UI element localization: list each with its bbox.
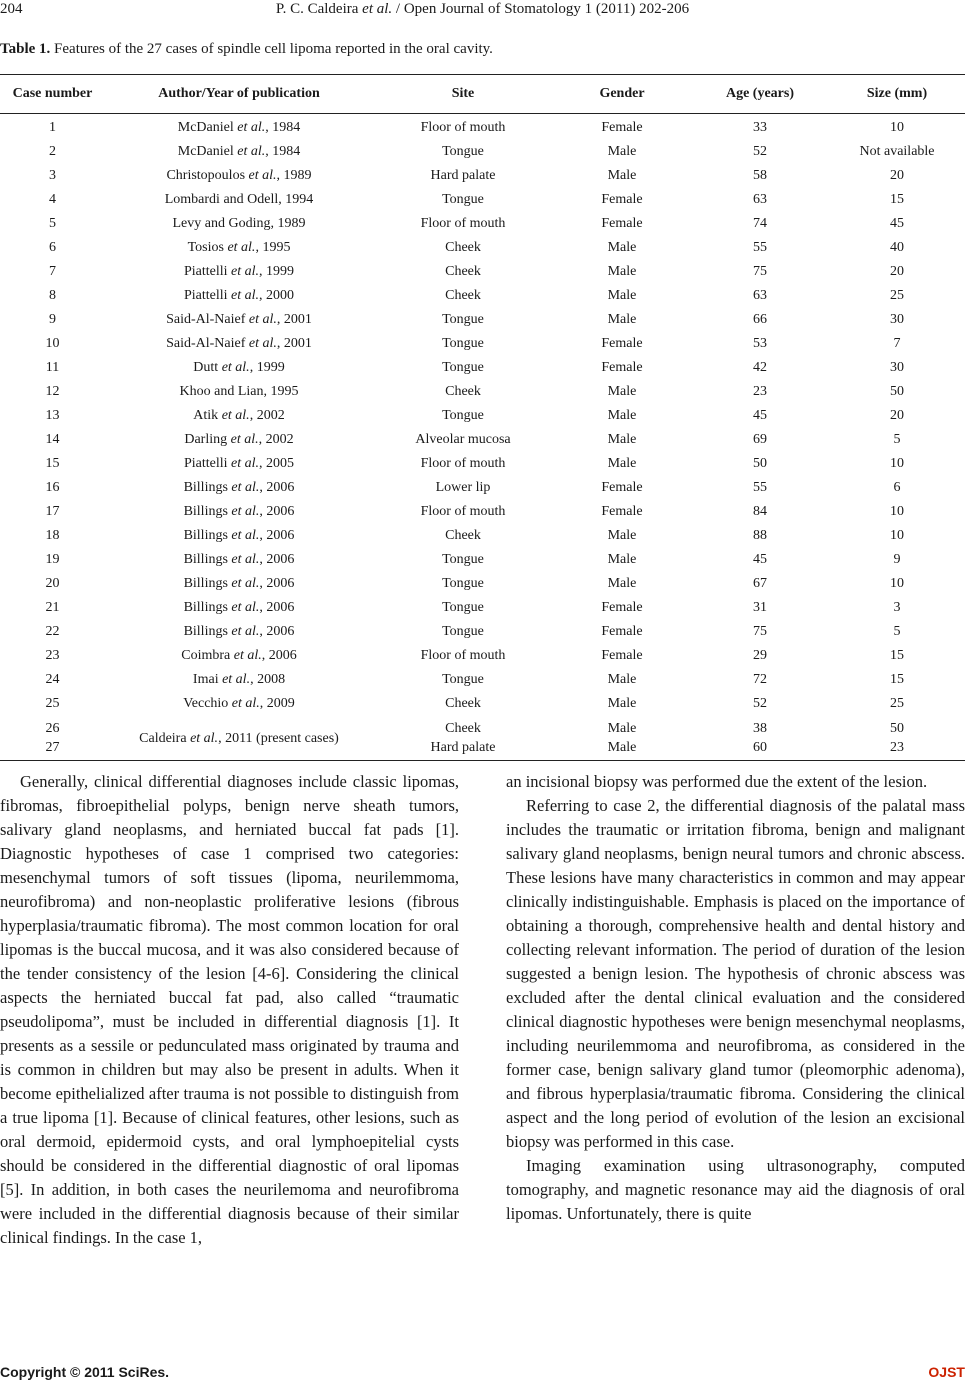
cell-site: Floor of mouth (420, 456, 506, 471)
table-row (0, 500, 965, 524)
footer-copyright: Copyright © 2011 SciRes. (0, 1364, 170, 1380)
cell-age: 33 (753, 120, 767, 135)
cell-gender: Male (607, 432, 637, 447)
cell-author: Piattelli et al., 2005 (183, 456, 295, 471)
cell-author: Billings et al., 2006 (183, 552, 295, 567)
cell-author: Khoo and Lian, 1995 (179, 384, 299, 399)
cell-site: Cheek (445, 528, 481, 543)
cell-case: 16 (45, 480, 60, 495)
cell-case: 15 (45, 456, 60, 471)
cell-size: 10 (890, 456, 904, 471)
col-header-site: Site (373, 75, 553, 114)
cell-size: 5 (893, 624, 901, 639)
cell-case: 17 (45, 504, 60, 519)
cell-site-26: Cheek (445, 721, 481, 736)
cell-gender: Female (601, 480, 643, 495)
cell-author: Piattelli et al., 1999 (183, 264, 295, 279)
cell-gender: Male (607, 456, 637, 471)
cell-case: 10 (45, 336, 60, 351)
cell-case: 21 (45, 600, 60, 615)
cell-age: 66 (753, 312, 767, 327)
cell-gender-26: Male (607, 721, 637, 736)
cell-site: Tongue (442, 576, 484, 591)
cell-author: Tosios et al., 1995 (187, 240, 291, 255)
cell-case: 13 (45, 408, 60, 423)
cell-case: 20 (45, 576, 60, 591)
cell-gender: Female (601, 600, 643, 615)
cell-size-27: 23 (890, 740, 904, 755)
cell-gender: Male (607, 312, 637, 327)
col-header-size: Size (mm) (829, 75, 965, 114)
cell-case: 3 (49, 168, 56, 183)
cell-size: 10 (890, 504, 904, 519)
cell-size: 25 (890, 696, 904, 711)
cell-age: 55 (753, 480, 767, 495)
cell-case: 8 (49, 288, 56, 303)
table-row (0, 572, 965, 596)
cell-age: 67 (753, 576, 767, 591)
cell-site: Tongue (442, 600, 484, 615)
cell-site: Tongue (442, 408, 484, 423)
cell-author: Christopoulos et al., 1989 (166, 168, 312, 183)
body-column-right (506, 770, 965, 1226)
cell-age: 55 (753, 240, 767, 255)
cell-age: 50 (753, 456, 767, 471)
cell-author: Darling et al., 2002 (184, 432, 294, 447)
table-row (0, 114, 965, 141)
cell-case: 11 (45, 360, 60, 375)
cell-size: 30 (890, 360, 904, 375)
cell-site: Tongue (442, 336, 484, 351)
cell-author: Billings et al., 2006 (183, 624, 295, 639)
cell-site: Tongue (442, 312, 484, 327)
body-column-left (0, 770, 459, 1250)
cell-site: Floor of mouth (420, 120, 506, 135)
cell-gender: Male (607, 672, 637, 687)
cell-size: 30 (890, 312, 904, 327)
table-1 (0, 74, 965, 761)
cell-author: Said-Al-Naief et al., 2001 (166, 336, 312, 351)
cell-size: 10 (890, 120, 904, 135)
cell-size: 10 (890, 576, 904, 591)
cell-case: 25 (45, 696, 60, 711)
cell-size: 9 (893, 552, 901, 567)
cell-size: 40 (890, 240, 904, 255)
cell-author: Billings et al., 2006 (183, 576, 295, 591)
table-row (0, 644, 965, 668)
cell-age-26: 38 (753, 721, 767, 736)
cell-site (373, 716, 553, 761)
table-row (0, 140, 965, 164)
cell-age-27: 60 (753, 740, 767, 755)
cell-author: Vecchio et al., 2009 (183, 696, 295, 711)
cell-case: 1 (49, 120, 56, 135)
cell-gender-27: Male (607, 740, 637, 755)
cell-age: 63 (753, 192, 767, 207)
cell-author: Billings et al., 2006 (183, 504, 295, 519)
cell-gender (553, 716, 691, 761)
table-row (0, 404, 965, 428)
cell-gender: Male (607, 264, 637, 279)
cell-gender: Male (607, 288, 637, 303)
cell-gender: Male (607, 528, 637, 543)
cell-size (829, 716, 965, 761)
cell-case: 6 (49, 240, 56, 255)
table-body (0, 114, 965, 761)
table-row (0, 332, 965, 356)
cell-case: 18 (45, 528, 60, 543)
cell-age: 45 (753, 552, 767, 567)
cell-author: Billings et al., 2006 (183, 600, 295, 615)
cell-site: Cheek (445, 288, 481, 303)
cell-site: Floor of mouth (420, 648, 506, 663)
cell-age: 42 (753, 360, 767, 375)
paragraph-continued: an incisional biopsy was performed due the extent of the lesion. (506, 772, 928, 791)
cell-size: 15 (890, 192, 904, 207)
cell-site: Floor of mouth (420, 504, 506, 519)
cell-site: Cheek (445, 384, 481, 399)
cell-age: 31 (753, 600, 767, 615)
cell-author: Atik et al., 2002 (193, 408, 285, 423)
cell-age: 45 (753, 408, 767, 423)
table-row (0, 476, 965, 500)
cell-age: 74 (753, 216, 767, 231)
cell-site: Hard palate (430, 168, 496, 183)
cell-gender: Female (601, 624, 643, 639)
cell-author: Said-Al-Naief et al., 2001 (166, 312, 312, 327)
cell-case: 5 (49, 216, 56, 231)
cell-gender: Female (601, 216, 643, 231)
cell-age: 75 (753, 264, 767, 279)
cell-gender: Female (601, 360, 643, 375)
cell-gender: Male (607, 696, 637, 711)
cell-case-27: 27 (45, 740, 60, 755)
table-row (0, 548, 965, 572)
cell-age: 23 (753, 384, 767, 399)
cell-site: Cheek (445, 696, 481, 711)
page-header (0, 0, 965, 26)
running-head: P. C. Caldeira et al. / Open Journal of Stomatology 1 (2011) 202-206 (275, 1, 690, 17)
cell-age: 63 (753, 288, 767, 303)
cell-case: 7 (49, 264, 56, 279)
table-caption (0, 41, 493, 58)
table-row (0, 692, 965, 716)
cell-gender: Male (607, 384, 637, 399)
cell-case: 12 (45, 384, 60, 399)
cell-author: Piattelli et al., 2000 (183, 288, 295, 303)
table-row (0, 236, 965, 260)
cell-size: 25 (890, 288, 904, 303)
cell-site: Cheek (445, 240, 481, 255)
cell-size: 3 (893, 600, 901, 615)
cell-gender: Male (607, 408, 637, 423)
cell-gender: Female (601, 504, 643, 519)
cell-site: Alveolar mucosa (415, 432, 511, 447)
table-row (0, 260, 965, 284)
cell-author: Billings et al., 2006 (183, 480, 295, 495)
cell-author: McDaniel et al., 1984 (177, 144, 301, 159)
cell-size: 15 (890, 672, 904, 687)
cell-age: 58 (753, 168, 767, 183)
table-row (0, 380, 965, 404)
cell-site: Tongue (442, 624, 484, 639)
cell-age (691, 716, 829, 761)
cell-case: 9 (49, 312, 56, 327)
paragraph: Referring to case 2, the differential diagnosis of the palatal mass includes the traumatic or irritation fibroma, benign and malignant salivary gland neoplasms, benign neural tumors and chronic abscess. These lesions have many characteristics in common and may appear clinically indistinguishable. Emphasis is placed on the importance of obtaining a thorough, comprehensive health and dental history and collecting relevant information. The period of duration of the lesion suggested a benign lesion. The hypothesis of chronic abscess was excluded after the dental clinical evaluation and the considered clinical diagnostic hypotheses were benign mesenchymal neoplasms, including neurilemmoma and neurofibroma, as considered in the former case, benign salivary gland tumor (pleomorphic adenoma), and fibrous hyperplasia/traumatic fibroma. Considering the clinical aspect and the long period of evolution of the lesion an excisional biopsy was performed in this case. (506, 796, 965, 1151)
cell-age: 52 (753, 144, 767, 159)
cell-case: 19 (45, 552, 60, 567)
cell-size: 20 (890, 264, 904, 279)
cell-size: 15 (890, 648, 904, 663)
table-row (0, 596, 965, 620)
col-header-age: Age (years) (691, 75, 829, 114)
cell-gender: Female (601, 120, 643, 135)
col-header-author: Author/Year of publication (105, 75, 373, 114)
cell-case: 24 (45, 672, 60, 687)
cell-gender: Male (607, 240, 637, 255)
footer-journal: OJST (928, 1364, 965, 1380)
col-header-gender: Gender (553, 75, 691, 114)
table-row-present-cases (0, 716, 965, 761)
cell-site: Tongue (442, 552, 484, 567)
table-caption-text: Features of the 27 cases of spindle cell lipoma reported in the oral cavity. (50, 41, 493, 57)
cell-site: Floor of mouth (420, 216, 506, 231)
cell-author: Dutt et al., 1999 (193, 360, 285, 375)
cell-size: 7 (893, 336, 901, 351)
cell-age: 84 (753, 504, 767, 519)
cell-site: Cheek (445, 264, 481, 279)
cell-case: 2 (49, 144, 56, 159)
cell-gender: Male (607, 552, 637, 567)
table-row (0, 668, 965, 692)
col-header-case: Case number (0, 75, 105, 114)
cell-age: 72 (753, 672, 767, 687)
cell-author: Coimbra et al., 2006 (181, 648, 297, 663)
table-row (0, 284, 965, 308)
cell-size: 5 (893, 432, 901, 447)
cell-site: Tongue (442, 192, 484, 207)
cell-site-27: Hard palate (430, 740, 496, 755)
cell-author (105, 716, 373, 761)
table-header-row (0, 75, 965, 114)
table-caption-label: Table 1. (0, 41, 51, 57)
cell-age: 29 (753, 648, 767, 663)
table-row (0, 212, 965, 236)
cell-age: 69 (753, 432, 767, 447)
cell-age: 52 (753, 696, 767, 711)
cell-author: Imai et al., 2008 (192, 672, 286, 687)
cell-size: 45 (890, 216, 904, 231)
table-row (0, 308, 965, 332)
table-row (0, 620, 965, 644)
cell-case: 22 (45, 624, 60, 639)
table-row (0, 524, 965, 548)
cell-gender: Female (601, 648, 643, 663)
table-row (0, 452, 965, 476)
cell-size: Not available (859, 144, 935, 159)
table-row (0, 164, 965, 188)
cell-case: 4 (49, 192, 56, 207)
cell-author: Levy and Goding, 1989 (172, 216, 306, 231)
table-row (0, 428, 965, 452)
cell-case: 23 (45, 648, 60, 663)
page-number: 204 (0, 1, 23, 17)
cell-size-26: 50 (890, 721, 904, 736)
cell-gender: Female (601, 192, 643, 207)
cell-author: Billings et al., 2006 (183, 528, 295, 543)
cell-size: 20 (890, 168, 904, 183)
cell-gender: Male (607, 168, 637, 183)
cell-gender: Male (607, 144, 637, 159)
cell-gender: Male (607, 576, 637, 591)
table-row (0, 188, 965, 212)
cell-site: Tongue (442, 360, 484, 375)
cell-case (0, 716, 105, 761)
cell-age: 53 (753, 336, 767, 351)
cell-size: 50 (890, 384, 904, 399)
cell-case-26: 26 (45, 721, 60, 736)
cell-size: 20 (890, 408, 904, 423)
cell-age: 75 (753, 624, 767, 639)
cell-author-present: Caldeira et al., 2011 (present cases) (139, 730, 339, 746)
paragraph: Imaging examination using ultrasonography, computed tomography, and magnetic resonance may aid the diagnosis of oral lipomas. Unfortunately, there is quite (506, 1156, 965, 1223)
cell-site: Tongue (442, 144, 484, 159)
paragraph: Generally, clinical differential diagnoses include classic lipomas, fibromas, fibroepithelial polyps, benign nerve sheath tumors, salivary gland neoplasms, and herniated buccal fat pads [1]. Diagnostic hypotheses of case 1 comprised two categories: mesenchymal tumors of soft tissues (lipoma, neurilemmoma, neurofibroma) and non-neoplastic proliferative lesions (fibrous hyperplasia/traumatic fibroma). The most common location for oral lipomas is the buccal mucosa, and it was also considered because of the tender consistency of the lesion [4-6]. Considering the clinical aspects the herniated buccal fat pad, also called “traumatic pseudolipoma”, must be included in differential diagnosis [1]. It presents as a sessile or pedunculated mass originated by trauma and is common in children but may also be present in adults. When it become epithelialized after trauma is not possible to distinguish from a true lipoma [1]. Because of clinical features, other lesions, such as oral dermoid, epidermoid cysts, and oral lymphoepitelial cysts should be considered in the differential diagnostic of oral lipomas [5]. In addition, in both cases the neurilemoma and neurofibroma were included in the differential diagnosis because of their similar clinical findings. In the case 1, (0, 772, 459, 1247)
cell-author: McDaniel et al., 1984 (177, 120, 301, 135)
cell-site: Tongue (442, 672, 484, 687)
cell-case: 14 (45, 432, 60, 447)
cell-author: Lombardi and Odell, 1994 (164, 192, 314, 207)
cell-size: 10 (890, 528, 904, 543)
cell-site: Lower lip (435, 480, 491, 495)
table-row (0, 356, 965, 380)
cell-size: 6 (893, 480, 901, 495)
cell-age: 88 (753, 528, 767, 543)
cell-gender: Female (601, 336, 643, 351)
